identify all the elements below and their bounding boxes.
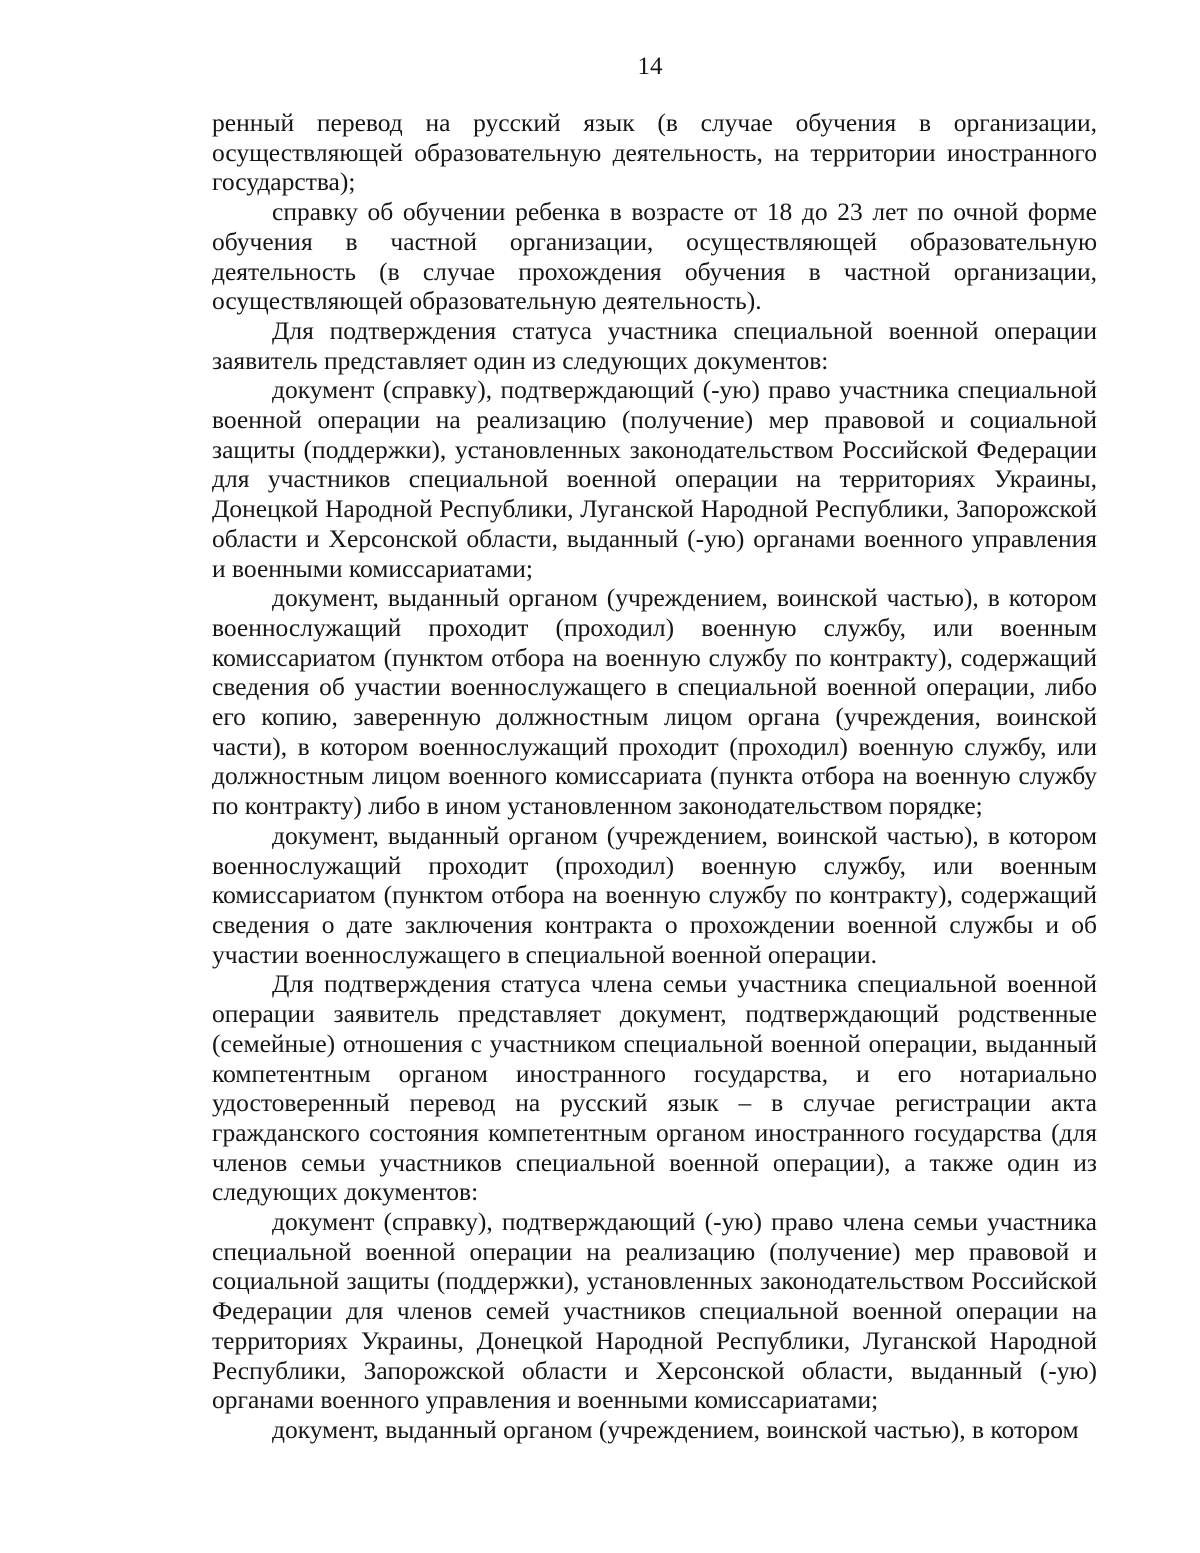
page-number: 14 xyxy=(637,53,663,80)
document-body xyxy=(212,108,1097,1445)
paragraph-study-certificate: справку об обучении ребенка в возрасте от 18 до 23 лет по очной форме обучения в частной организации, осуществляющей образовательную деятельность (в случае прохождения обучения в частной организации, осуществляющей образовательную деятельность). xyxy=(212,197,1097,316)
paragraph-participant-document-3: документ, выданный органом (учреждением, воинской частью), в котором военнослужащий проходит (проходил) военную службу, или военным комиссариатом (пунктом отбора на военную службу по контракту), содержащий сведения о дате заключения контракта о прохождении военной службы и об участии военнослужащего в специальной военной операции. xyxy=(212,820,1097,969)
paragraph-participant-status-intro: Для подтверждения статуса участника специальной военной операции заявитель представляет один из следующих документов: xyxy=(212,315,1097,375)
paragraph-continuation: ренный перевод на русский язык (в случае обучения в организации, осуществляющей образовательную деятельность, на территории иностранного государства); xyxy=(212,108,1097,197)
paragraph-family-status-intro: Для подтверждения статуса члена семьи участника специальной военной операции заявитель представляет документ, подтверждающий родственные (семейные) отношения с участником специальной военной операции, выданный компетентным органом иностранного государства, и его нотариально удостоверенный перевод на русский язык – в случае регистрации акта гражданского состояния компетентным органом иностранного государства (для членов семьи участников специальной военной операции), а также один из следующих документов: xyxy=(212,969,1097,1207)
paragraph-family-document-1: документ (справку), подтверждающий (-ую) право члена семьи участника специальной военной операции на реализацию (получение) мер правовой и социальной защиты (поддержки), установленных законодательством Российской Федерации для членов семей участников специальной военной операции на территориях Украины, Донецкой Народной Республики, Луганской Народной Республики, Запорожской области и Херсонской области, выданный (-ую) органами военного управления и военными комиссариатами; xyxy=(212,1207,1097,1415)
paragraph-participant-document-2: документ, выданный органом (учреждением, воинской частью), в котором военнослужащий проходит (проходил) военную службу, или военным комиссариатом (пунктом отбора на военную службу по контракту), содержащий сведения об участии военнослужащего в специальной военной операции, либо его копию, заверенную должностным лицом органа (учреждения, воинской части), в котором военнослужащий проходит (проходил) военную службу, или должностным лицом военного комиссариата (пункта отбора на военную службу по контракту) либо в ином установленном законодательством порядке; xyxy=(212,583,1097,821)
paragraph-participant-document-1: документ (справку), подтверждающий (-ую) право участника специальной военной операции на реализацию (получение) мер правовой и социальной защиты (поддержки), установленных законодательством Российской Федерации для участников специальной военной операции на территориях Украины, Донецкой Народной Республики, Луганской Народной Республики, Запорожской области и Херсонской области, выданный (-ую) органами военного управления и военными комиссариатами; xyxy=(212,375,1097,583)
paragraph-family-document-2: документ, выданный органом (учреждением, воинской частью), в котором xyxy=(272,1414,1079,1444)
